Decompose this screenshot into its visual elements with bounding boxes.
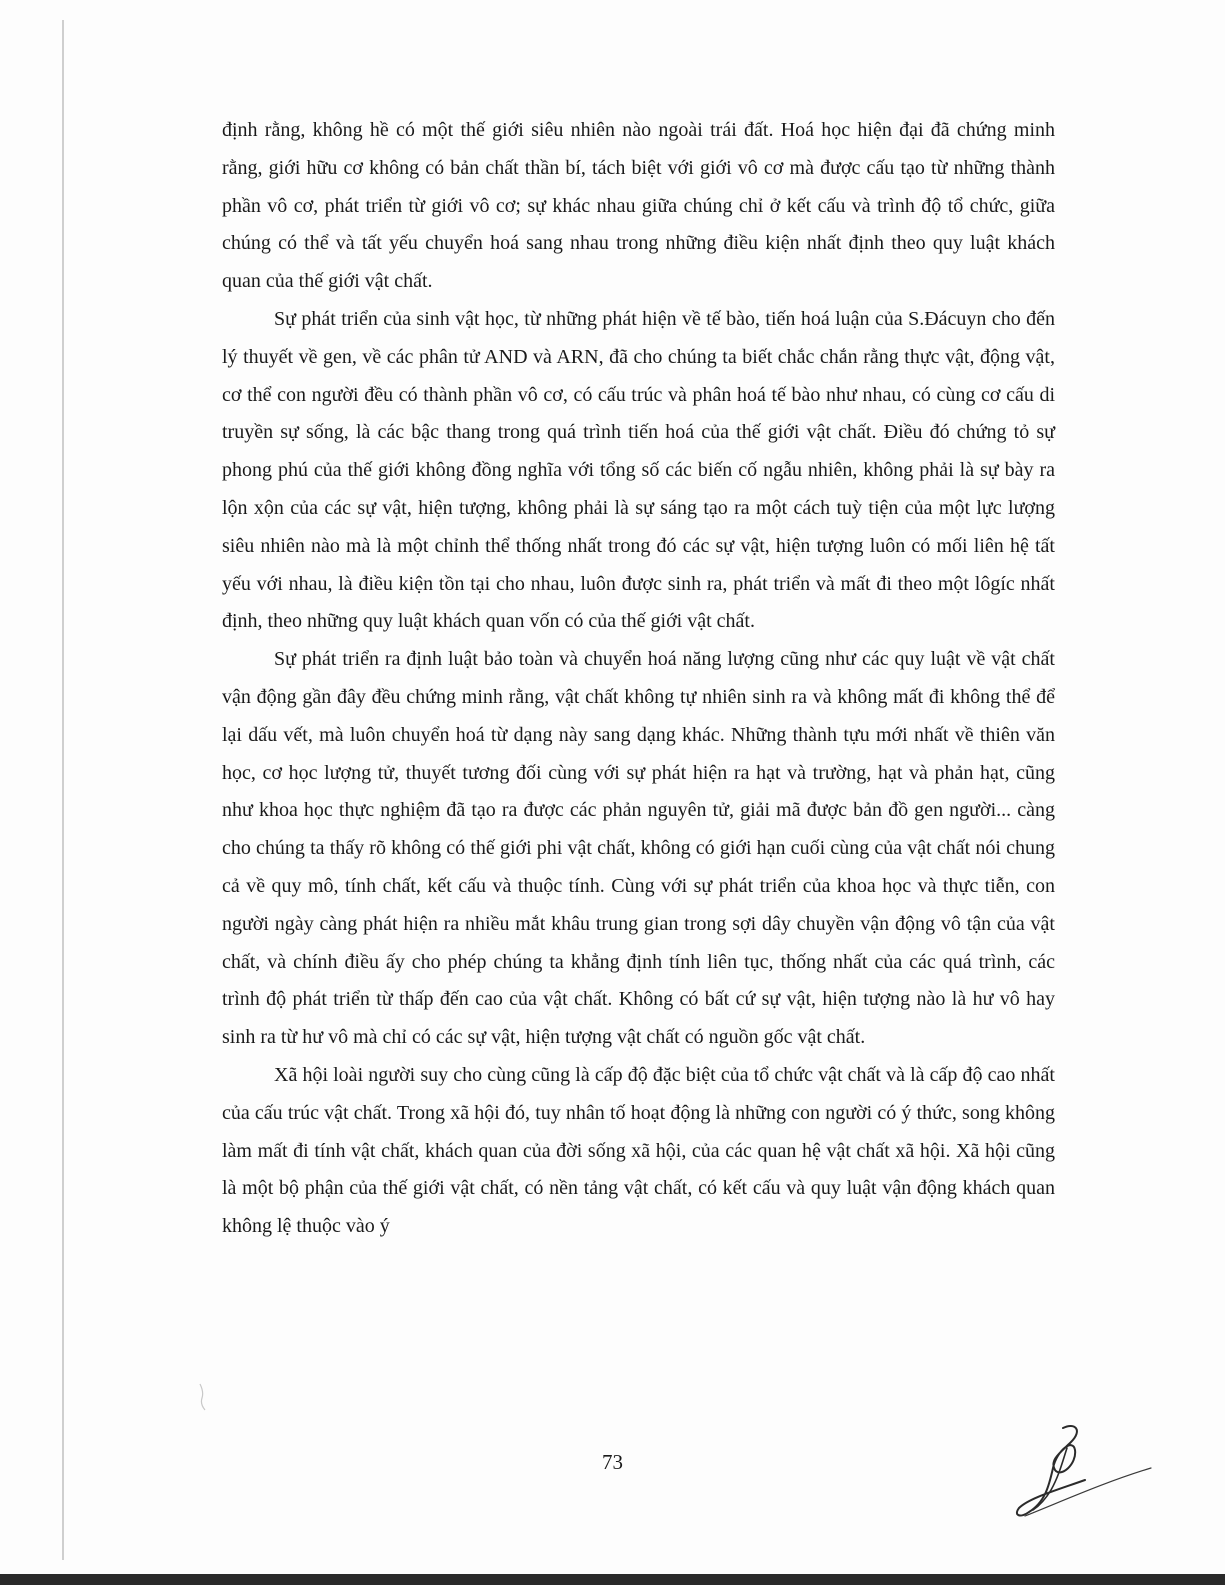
paragraph-human-society: Xã hội loài người suy cho cùng cũng là cấp độ đặc biệt của tổ chức vật chất và là cấp độ cao nhất của cấu trúc vật chất. Trong xã hội đó, tuy nhân tố hoạt động là những con người có ý thức, song không làm mất đi tính vật chất, khách quan của đời sống xã hội, của các quan hệ vật chất xã hội. Xã hội cũng là một bộ phận của thế giới vật chất, có nền tảng vật chất, có kết cấu và quy luật vận động khách quan không lệ thuộc vào ý [222,1063,1055,1238]
paragraph-biology: Sự phát triển của sinh vật học, từ những phát hiện về tế bào, tiến hoá luận của S.Đácuyn cho đến lý thuyết về gen, về các phân tử AND và ARN, đã cho chúng ta biết chắc chắn rằng thực vật, động vật, cơ thể con người đều có thành phần vô cơ, có cấu trúc và phân hoá tế bào như nhau, có cùng cơ cấu di truyền sự sống, là các bậc thang trong quá trình tiến hoá của thế giới vật chất. Điều đó chứng tỏ sự phong phú của thế giới không đồng nghĩa với tổng số các biến cố ngẫu nhiên, không phải là sự bày ra lộn xộn của các sự vật, hiện tượng, không phải là sự sáng tạo ra một cách tuỳ tiện của một lực lượng siêu nhiên nào mà là một chỉnh thể thống nhất trong đó các sự vật, hiện tượng luôn có mối liên hệ tất yếu với nhau, là điều kiện tồn tại cho nhau, luôn được sinh ra, phát triển và mất đi theo một lôgíc nhất định, theo những quy luật khách quan vốn có của thế giới vật chất. [222,307,1055,633]
scan-speck-icon [196,1382,212,1412]
body-text [222,112,1055,1246]
page-number: 73 [602,1450,623,1474]
scan-edge-bottom [0,1574,1225,1585]
paragraph-conservation-law: Sự phát triển ra định luật bảo toàn và chuyển hoá năng lượng cũng như các quy luật về vật chất vận động gần đây đều chứng minh rằng, vật chất không tự nhiên sinh ra và không mất đi không thể để lại dấu vết, mà luôn chuyển hoá từ dạng này sang dạng khác. Những thành tựu mới nhất về thiên văn học, cơ học lượng tử, thuyết tương đối cùng với sự phát hiện ra hạt và trường, hạt và phản hạt, cũng như khoa học thực nghiệm đã tạo ra được các phản nguyên tử, giải mã được bản đồ gen người... càng cho chúng ta thấy rõ không có thế giới phi vật chất, không có giới hạn cuối cùng của vật chất nói chung cả về quy mô, tính chất, kết cấu và thuộc tính. Cùng với sự phát triển của khoa học và thực tiễn, con người ngày càng phát hiện ra nhiều mắt khâu trung gian trong sợi dây chuyền vận động vô tận của vật chất, và chính điều ấy cho phép chúng ta khẳng định tính liên tục, thống nhất của các quá trình, các trình độ phát triển từ thấp đến cao của vật chất. Không có bất cứ sự vật, hiện tượng nào là hư vô hay sinh ra từ hư vô mà chỉ có các sự vật, hiện tượng vật chất có nguồn gốc vật chất. [222,648,1055,1049]
scan-edge-left [62,20,64,1560]
signature-icon [1005,1420,1155,1530]
paragraph-continuation: định rằng, không hề có một thế giới siêu nhiên nào ngoài trái đất. Hoá học hiện đại đã chứng minh rằng, giới hữu cơ không có bản chất thần bí, tách biệt với giới vô cơ mà được cấu tạo từ những thành phần vô cơ, phát triển từ giới vô cơ; sự khác nhau giữa chúng chỉ ở kết cấu và trình độ tổ chức, giữa chúng có thể và tất yếu chuyển hoá sang nhau trong những điều kiện nhất định theo quy luật khách quan của thế giới vật chất. [222,119,1055,293]
